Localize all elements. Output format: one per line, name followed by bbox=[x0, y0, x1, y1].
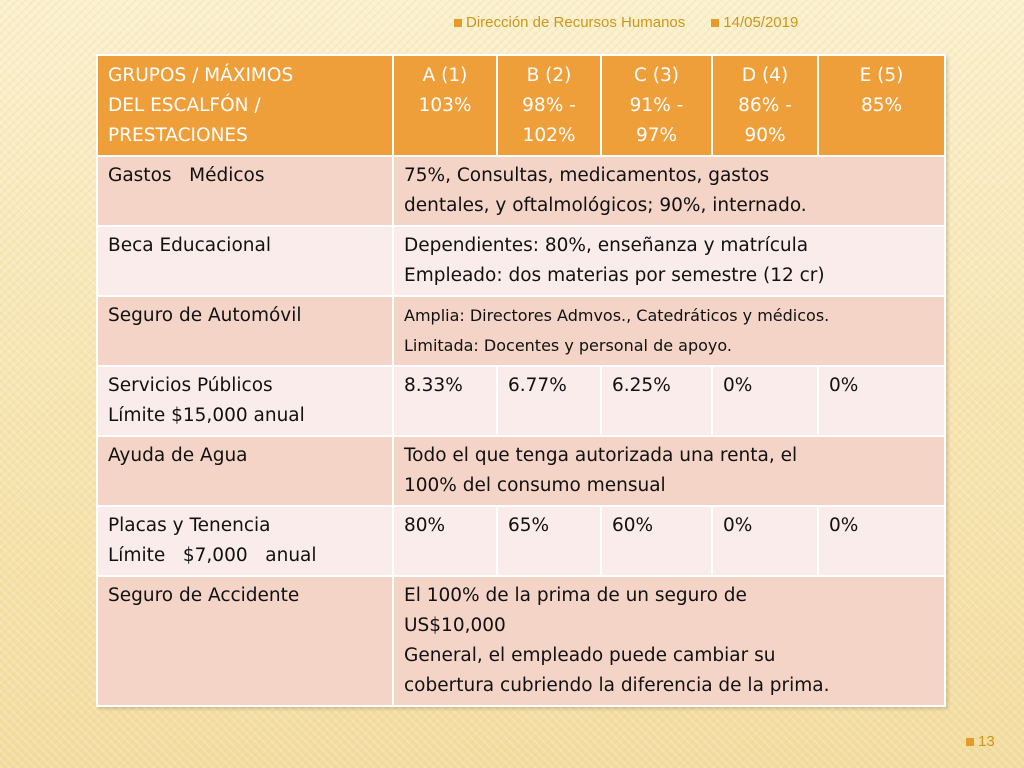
bullet-icon bbox=[966, 738, 974, 746]
label-line: Servicios Públicos bbox=[108, 375, 273, 396]
value-cell-b: 6.77% bbox=[497, 366, 601, 436]
table-row-placas bbox=[97, 506, 945, 576]
bullet-icon bbox=[454, 19, 462, 27]
grade-letter: B (2) bbox=[526, 65, 572, 86]
description-line: El 100% de la prima de un seguro de bbox=[404, 585, 747, 606]
description-line: General, el empleado puede cambiar su bbox=[404, 645, 776, 666]
grade-header-d bbox=[712, 55, 818, 156]
row-description bbox=[393, 226, 945, 296]
value-cell-e: 0% bbox=[818, 506, 945, 576]
description-line: Empleado: dos materias por semestre (12 cr) bbox=[404, 265, 825, 286]
table-row-agua bbox=[97, 436, 945, 506]
table-row-accidente bbox=[97, 576, 945, 706]
page-number bbox=[966, 733, 995, 750]
description-line: Limitada: Docentes y personal de apoyo. bbox=[404, 336, 732, 355]
table-header-row bbox=[97, 55, 945, 156]
row-label: Seguro de Accidente bbox=[97, 576, 393, 706]
corner-line: DEL ESCALFÓN / bbox=[108, 95, 261, 116]
description-line: Dependientes: 80%, enseñanza y matrícula bbox=[404, 235, 809, 256]
table-row-gastos-medicos bbox=[97, 156, 945, 226]
grade-header-a bbox=[393, 55, 497, 156]
row-label: Ayuda de Agua bbox=[97, 436, 393, 506]
grade-letter: A (1) bbox=[422, 65, 468, 86]
value-cell-c: 6.25% bbox=[601, 366, 712, 436]
label-line: Placas y Tenencia bbox=[108, 515, 271, 536]
corner-header-cell bbox=[97, 55, 393, 156]
department-text: Dirección de Recursos Humanos bbox=[466, 14, 686, 31]
row-label bbox=[97, 366, 393, 436]
grade-header-e bbox=[818, 55, 945, 156]
description-line: dentales, y oftalmológicos; 90%, internado. bbox=[404, 195, 807, 216]
grade-letter: D (4) bbox=[741, 65, 789, 86]
corner-line: GRUPOS / MÁXIMOS bbox=[108, 65, 294, 86]
description-line: Amplia: Directores Admvos., Catedráticos y médicos. bbox=[404, 306, 830, 325]
grade-letter: E (5) bbox=[859, 65, 904, 86]
grade-range: 97% bbox=[635, 125, 678, 146]
description-line: Todo el que tenga autorizada una renta, el bbox=[404, 445, 798, 466]
row-label bbox=[97, 506, 393, 576]
value-cell-d: 0% bbox=[712, 366, 818, 436]
description-line: cobertura cubriendo la diferencia de la prima. bbox=[404, 675, 830, 696]
slide-header bbox=[454, 14, 798, 31]
grade-range: 98% - bbox=[522, 95, 576, 116]
row-description bbox=[393, 576, 945, 706]
table-row-seguro-auto bbox=[97, 296, 945, 366]
value-cell-e: 0% bbox=[818, 366, 945, 436]
corner-line: PRESTACIONES bbox=[108, 125, 248, 146]
value-cell-a: 8.33% bbox=[393, 366, 497, 436]
row-label: Seguro de Automóvil bbox=[97, 296, 393, 366]
row-description bbox=[393, 156, 945, 226]
value-cell-d: 0% bbox=[712, 506, 818, 576]
value-cell-b: 65% bbox=[497, 506, 601, 576]
value-cell-c: 60% bbox=[601, 506, 712, 576]
row-label: Beca Educacional bbox=[97, 226, 393, 296]
grade-header-b bbox=[497, 55, 601, 156]
grade-range: 102% bbox=[522, 125, 576, 146]
row-description bbox=[393, 296, 945, 366]
description-line: 100% del consumo mensual bbox=[404, 475, 666, 496]
row-description bbox=[393, 436, 945, 506]
grade-range: 86% - bbox=[738, 95, 792, 116]
benefits-table bbox=[96, 54, 946, 707]
value-cell-a: 80% bbox=[393, 506, 497, 576]
header-date bbox=[711, 14, 798, 31]
bullet-icon bbox=[711, 19, 719, 27]
table-row-servicios bbox=[97, 366, 945, 436]
label-line: Límite $15,000 anual bbox=[108, 405, 305, 426]
grade-letter: C (3) bbox=[633, 65, 679, 86]
row-label: Gastos Médicos bbox=[97, 156, 393, 226]
page-number-text: 13 bbox=[978, 733, 995, 750]
grade-range: 91% - bbox=[629, 95, 684, 116]
label-line: Límite $7,000 anual bbox=[108, 545, 317, 566]
description-line: US$10,000 bbox=[404, 615, 506, 636]
grade-header-c bbox=[601, 55, 712, 156]
grade-range: 85% bbox=[860, 95, 903, 116]
description-line: 75%, Consultas, medicamentos, gastos bbox=[404, 165, 770, 186]
header-department bbox=[454, 14, 685, 31]
grade-range: 103% bbox=[418, 95, 472, 116]
date-text: 14/05/2019 bbox=[723, 14, 799, 31]
grade-range: 90% bbox=[744, 125, 786, 146]
table-row-beca bbox=[97, 226, 945, 296]
